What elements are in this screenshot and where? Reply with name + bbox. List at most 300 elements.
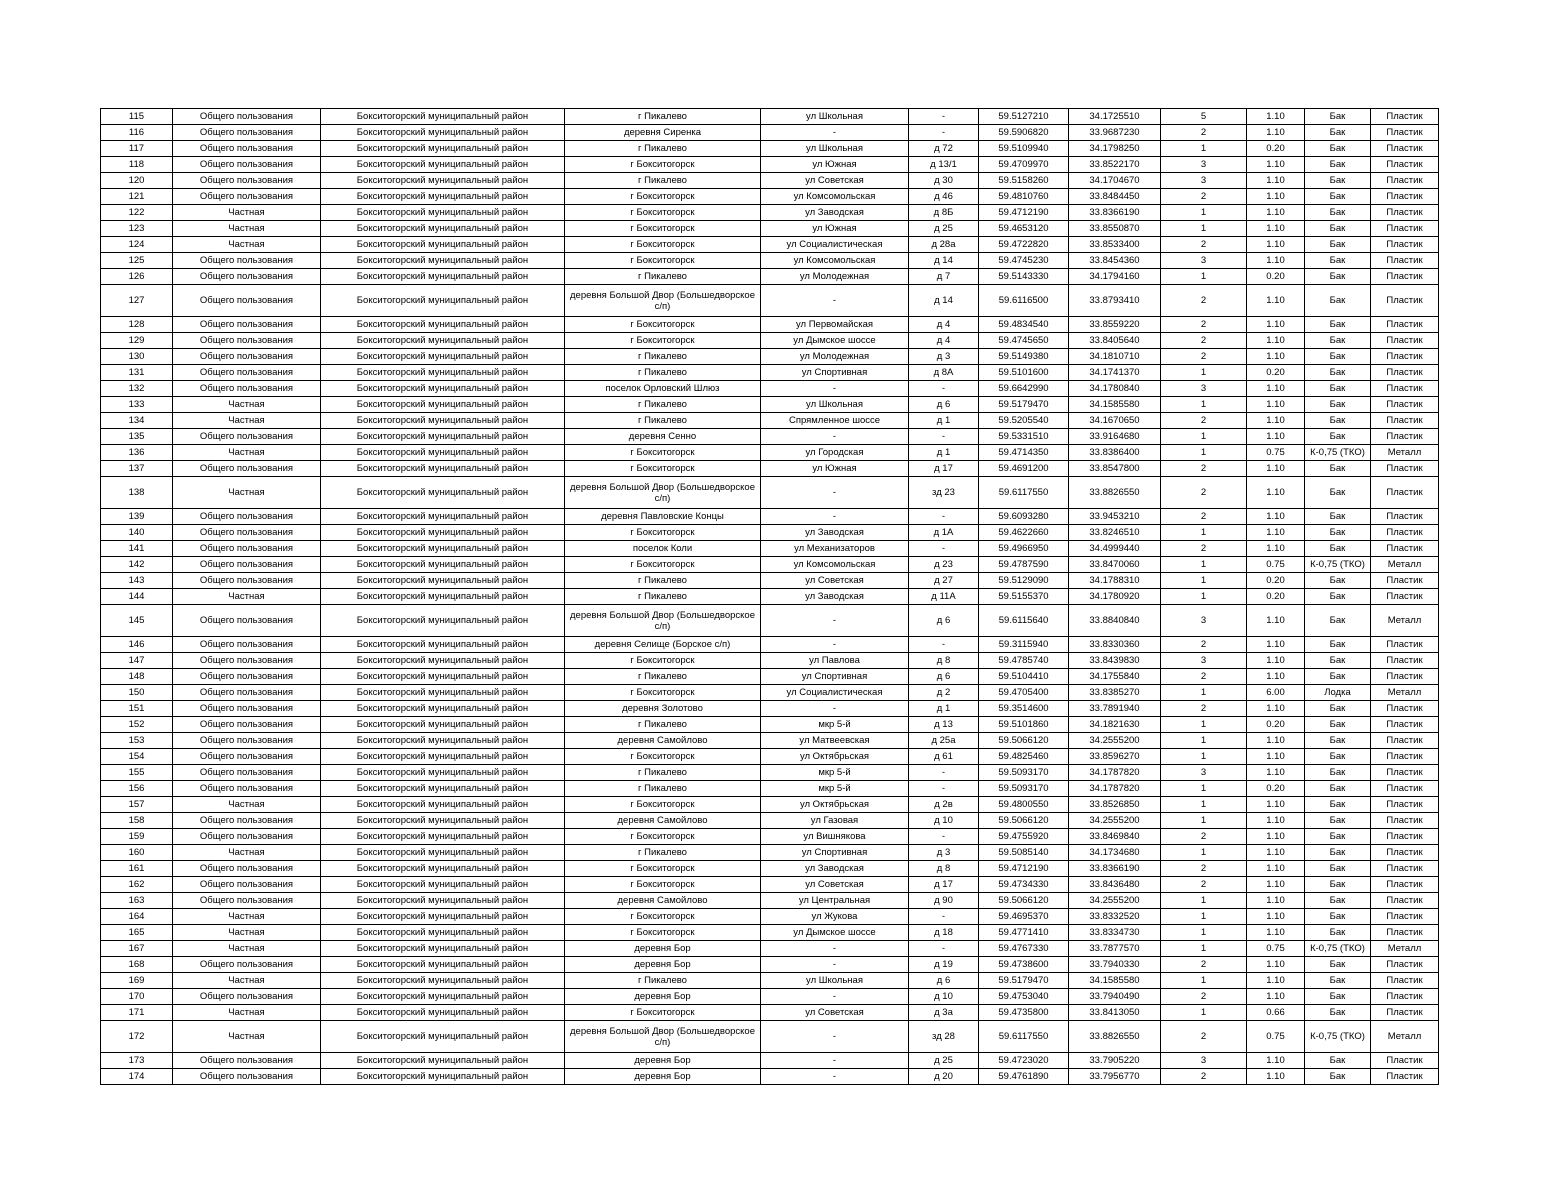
cell-material: Пластик (1371, 173, 1439, 189)
cell-row-number: 165 (101, 925, 173, 941)
cell-material: Пластик (1371, 1005, 1439, 1021)
cell-material: Пластик (1371, 205, 1439, 221)
cell-street: - (761, 1053, 909, 1069)
cell-volume: 1.10 (1247, 765, 1305, 781)
cell-longitude: 33.8332520 (1069, 909, 1161, 925)
table-row (101, 813, 1439, 829)
cell-longitude: 33.8436480 (1069, 877, 1161, 893)
cell-district: Бокситогорский муниципальный район (321, 909, 565, 925)
cell-container-count: 3 (1161, 253, 1247, 269)
cell-house: - (909, 125, 979, 141)
cell-house: д 8А (909, 365, 979, 381)
cell-row-number: 152 (101, 717, 173, 733)
cell-district: Бокситогорский муниципальный район (321, 1021, 565, 1053)
cell-settlement: г Бокситогорск (565, 253, 761, 269)
cell-district: Бокситогорский муниципальный район (321, 253, 565, 269)
cell-district: Бокситогорский муниципальный район (321, 973, 565, 989)
cell-volume: 1.10 (1247, 1069, 1305, 1085)
cell-street: - (761, 605, 909, 637)
cell-house: д 6 (909, 605, 979, 637)
cell-container-type: Бак (1305, 477, 1371, 509)
cell-street: - (761, 989, 909, 1005)
cell-district: Бокситогорский муниципальный район (321, 525, 565, 541)
cell-latitude: 59.5109940 (979, 141, 1069, 157)
cell-material: Пластик (1371, 797, 1439, 813)
cell-house: - (909, 909, 979, 925)
cell-street: ул Советская (761, 173, 909, 189)
cell-house: д 17 (909, 877, 979, 893)
cell-material: Пластик (1371, 365, 1439, 381)
cell-latitude: 59.5093170 (979, 765, 1069, 781)
cell-container-count: 2 (1161, 285, 1247, 317)
table-row (101, 845, 1439, 861)
cell-longitude: 34.1780920 (1069, 589, 1161, 605)
cell-container-type: Бак (1305, 813, 1371, 829)
cell-ownership-type: Общего пользования (173, 541, 321, 557)
cell-latitude: 59.4810760 (979, 189, 1069, 205)
cell-container-type: Бак (1305, 605, 1371, 637)
cell-material: Металл (1371, 685, 1439, 701)
cell-ownership-type: Общего пользования (173, 253, 321, 269)
cell-ownership-type: Общего пользования (173, 669, 321, 685)
cell-latitude: 59.4771410 (979, 925, 1069, 941)
cell-street: мкр 5-й (761, 717, 909, 733)
cell-volume: 1.10 (1247, 733, 1305, 749)
cell-house: д 7 (909, 269, 979, 285)
cell-longitude: 34.4999440 (1069, 541, 1161, 557)
cell-house: д 6 (909, 973, 979, 989)
cell-row-number: 145 (101, 605, 173, 637)
cell-longitude: 33.8793410 (1069, 285, 1161, 317)
table-row (101, 685, 1439, 701)
cell-container-count: 2 (1161, 957, 1247, 973)
cell-container-type: Бак (1305, 381, 1371, 397)
cell-house: - (909, 765, 979, 781)
cell-latitude: 59.6093280 (979, 509, 1069, 525)
cell-district: Бокситогорский муниципальный район (321, 669, 565, 685)
cell-street: - (761, 381, 909, 397)
cell-latitude: 59.4712190 (979, 205, 1069, 221)
cell-longitude: 33.7905220 (1069, 1053, 1161, 1069)
cell-settlement: г Пикалево (565, 765, 761, 781)
cell-longitude: 34.2555200 (1069, 893, 1161, 909)
cell-longitude: 33.8470060 (1069, 557, 1161, 573)
cell-street: - (761, 941, 909, 957)
cell-row-number: 170 (101, 989, 173, 1005)
cell-settlement: г Бокситогорск (565, 909, 761, 925)
cell-material: Пластик (1371, 765, 1439, 781)
table-row (101, 605, 1439, 637)
cell-container-type: Бак (1305, 573, 1371, 589)
cell-container-count: 2 (1161, 509, 1247, 525)
cell-latitude: 59.5104410 (979, 669, 1069, 685)
cell-volume: 0.75 (1247, 445, 1305, 461)
cell-district: Бокситогорский муниципальный район (321, 381, 565, 397)
cell-ownership-type: Общего пользования (173, 461, 321, 477)
table-row (101, 141, 1439, 157)
table-row (101, 157, 1439, 173)
table-row (101, 125, 1439, 141)
cell-street: ул Спортивная (761, 845, 909, 861)
cell-volume: 0.75 (1247, 1021, 1305, 1053)
table-row (101, 173, 1439, 189)
cell-volume: 1.10 (1247, 333, 1305, 349)
cell-material: Пластик (1371, 845, 1439, 861)
cell-material: Пластик (1371, 413, 1439, 429)
table-row (101, 877, 1439, 893)
cell-container-count: 2 (1161, 541, 1247, 557)
cell-container-count: 1 (1161, 909, 1247, 925)
cell-house: д 13 (909, 717, 979, 733)
cell-longitude: 33.8547800 (1069, 461, 1161, 477)
cell-street: ул Комсомольская (761, 189, 909, 205)
table-row (101, 893, 1439, 909)
cell-house: - (909, 429, 979, 445)
cell-latitude: 59.5101860 (979, 717, 1069, 733)
cell-container-count: 1 (1161, 397, 1247, 413)
cell-longitude: 33.9453210 (1069, 509, 1161, 525)
cell-material: Металл (1371, 605, 1439, 637)
table-row (101, 1005, 1439, 1021)
cell-container-type: Бак (1305, 701, 1371, 717)
cell-settlement: поселок Орловский Шлюз (565, 381, 761, 397)
cell-container-type: Бак (1305, 205, 1371, 221)
cell-ownership-type: Общего пользования (173, 141, 321, 157)
cell-ownership-type: Частная (173, 925, 321, 941)
cell-street: - (761, 701, 909, 717)
cell-street: ул Октябрьская (761, 749, 909, 765)
cell-latitude: 59.3514600 (979, 701, 1069, 717)
cell-house: д 25а (909, 733, 979, 749)
cell-house: д 10 (909, 989, 979, 1005)
cell-latitude: 59.4787590 (979, 557, 1069, 573)
cell-ownership-type: Частная (173, 797, 321, 813)
cell-street: ул Молодежная (761, 269, 909, 285)
cell-container-count: 1 (1161, 221, 1247, 237)
table-row (101, 973, 1439, 989)
cell-settlement: г Пикалево (565, 173, 761, 189)
cell-longitude: 33.8334730 (1069, 925, 1161, 941)
cell-material: Пластик (1371, 253, 1439, 269)
table-row (101, 461, 1439, 477)
cell-latitude: 59.4705400 (979, 685, 1069, 701)
cell-volume: 0.20 (1247, 141, 1305, 157)
cell-container-count: 1 (1161, 573, 1247, 589)
cell-house: д 14 (909, 285, 979, 317)
cell-latitude: 59.4738600 (979, 957, 1069, 973)
cell-street: - (761, 509, 909, 525)
table-row (101, 397, 1439, 413)
cell-container-type: Бак (1305, 173, 1371, 189)
cell-latitude: 59.6642990 (979, 381, 1069, 397)
cell-settlement: г Бокситогорск (565, 797, 761, 813)
cell-street: ул Социалистическая (761, 685, 909, 701)
cell-row-number: 162 (101, 877, 173, 893)
cell-container-type: Бак (1305, 989, 1371, 1005)
cell-longitude: 33.8826550 (1069, 477, 1161, 509)
cell-volume: 1.10 (1247, 509, 1305, 525)
cell-longitude: 34.1787820 (1069, 781, 1161, 797)
cell-longitude: 33.8550870 (1069, 221, 1161, 237)
cell-volume: 0.20 (1247, 365, 1305, 381)
cell-district: Бокситогорский муниципальный район (321, 829, 565, 845)
cell-latitude: 59.5205540 (979, 413, 1069, 429)
cell-container-count: 1 (1161, 797, 1247, 813)
cell-longitude: 34.1787820 (1069, 765, 1161, 781)
cell-material: Пластик (1371, 157, 1439, 173)
cell-container-type: Бак (1305, 221, 1371, 237)
cell-street: ул Заводская (761, 525, 909, 541)
cell-longitude: 33.8526850 (1069, 797, 1161, 813)
cell-row-number: 134 (101, 413, 173, 429)
cell-row-number: 155 (101, 765, 173, 781)
cell-ownership-type: Общего пользования (173, 317, 321, 333)
cell-container-count: 3 (1161, 157, 1247, 173)
cell-volume: 1.10 (1247, 701, 1305, 717)
cell-longitude: 33.8840840 (1069, 605, 1161, 637)
cell-volume: 1.10 (1247, 173, 1305, 189)
table-row (101, 701, 1439, 717)
cell-row-number: 146 (101, 637, 173, 653)
cell-street: ул Заводская (761, 589, 909, 605)
cell-longitude: 33.8439830 (1069, 653, 1161, 669)
cell-material: Пластик (1371, 989, 1439, 1005)
cell-material: Пластик (1371, 509, 1439, 525)
cell-district: Бокситогорский муниципальный район (321, 733, 565, 749)
cell-settlement: г Бокситогорск (565, 461, 761, 477)
cell-district: Бокситогорский муниципальный район (321, 765, 565, 781)
cell-row-number: 115 (101, 109, 173, 125)
cell-latitude: 59.5331510 (979, 429, 1069, 445)
cell-latitude: 59.5155370 (979, 589, 1069, 605)
cell-longitude: 33.7940330 (1069, 957, 1161, 973)
cell-street: ул Матвеевская (761, 733, 909, 749)
cell-material: Пластик (1371, 701, 1439, 717)
cell-container-count: 2 (1161, 701, 1247, 717)
cell-material: Пластик (1371, 925, 1439, 941)
table-row (101, 989, 1439, 1005)
cell-settlement: г Пикалево (565, 973, 761, 989)
cell-container-count: 1 (1161, 813, 1247, 829)
cell-ownership-type: Общего пользования (173, 893, 321, 909)
cell-street: ул Вишнякова (761, 829, 909, 845)
cell-house: д 8 (909, 653, 979, 669)
table-row (101, 109, 1439, 125)
cell-district: Бокситогорский муниципальный район (321, 333, 565, 349)
cell-district: Бокситогорский муниципальный район (321, 781, 565, 797)
cell-house: д 30 (909, 173, 979, 189)
cell-settlement: деревня Бор (565, 941, 761, 957)
cell-latitude: 59.5179470 (979, 397, 1069, 413)
cell-longitude: 33.7891940 (1069, 701, 1161, 717)
cell-settlement: деревня Большой Двор (Большедворское с/п) (565, 285, 761, 317)
cell-container-type: Бак (1305, 797, 1371, 813)
cell-row-number: 157 (101, 797, 173, 813)
cell-row-number: 160 (101, 845, 173, 861)
cell-latitude: 59.5129090 (979, 573, 1069, 589)
cell-latitude: 59.4785740 (979, 653, 1069, 669)
cell-container-type: Бак (1305, 893, 1371, 909)
cell-material: Пластик (1371, 861, 1439, 877)
cell-street: ул Южная (761, 461, 909, 477)
cell-settlement: г Бокситогорск (565, 685, 761, 701)
cell-settlement: деревня Бор (565, 957, 761, 973)
cell-container-count: 1 (1161, 749, 1247, 765)
cell-row-number: 151 (101, 701, 173, 717)
cell-street: ул Школьная (761, 109, 909, 125)
cell-volume: 1.10 (1247, 957, 1305, 973)
cell-settlement: г Пикалево (565, 349, 761, 365)
cell-settlement: г Бокситогорск (565, 157, 761, 173)
cell-volume: 1.10 (1247, 925, 1305, 941)
table-row (101, 509, 1439, 525)
cell-house: д 3 (909, 349, 979, 365)
cell-latitude: 59.5066120 (979, 893, 1069, 909)
cell-street: - (761, 637, 909, 653)
cell-house: д 6 (909, 397, 979, 413)
table-row (101, 637, 1439, 653)
cell-ownership-type: Общего пользования (173, 605, 321, 637)
cell-settlement: г Бокситогорск (565, 877, 761, 893)
cell-street: - (761, 285, 909, 317)
cell-district: Бокситогорский муниципальный район (321, 653, 565, 669)
cell-house: д 8Б (909, 205, 979, 221)
cell-ownership-type: Частная (173, 589, 321, 605)
table-row (101, 525, 1439, 541)
cell-street: ул Комсомольская (761, 253, 909, 269)
cell-row-number: 139 (101, 509, 173, 525)
cell-ownership-type: Общего пользования (173, 1069, 321, 1085)
cell-row-number: 122 (101, 205, 173, 221)
cell-row-number: 123 (101, 221, 173, 237)
cell-container-type: Бак (1305, 861, 1371, 877)
cell-settlement: деревня Бор (565, 1053, 761, 1069)
cell-row-number: 124 (101, 237, 173, 253)
cell-container-count: 1 (1161, 525, 1247, 541)
cell-house: д 3а (909, 1005, 979, 1021)
cell-district: Бокситогорский муниципальный район (321, 509, 565, 525)
cell-latitude: 59.4709970 (979, 157, 1069, 173)
cell-house: д 13/1 (909, 157, 979, 173)
cell-settlement: деревня Большой Двор (Большедворское с/п) (565, 477, 761, 509)
cell-ownership-type: Общего пользования (173, 781, 321, 797)
cell-container-count: 2 (1161, 829, 1247, 845)
cell-house: д 17 (909, 461, 979, 477)
cell-house: д 2в (909, 797, 979, 813)
cell-longitude: 33.8596270 (1069, 749, 1161, 765)
cell-row-number: 174 (101, 1069, 173, 1085)
cell-latitude: 59.4734330 (979, 877, 1069, 893)
cell-district: Бокситогорский муниципальный район (321, 989, 565, 1005)
cell-material: Пластик (1371, 525, 1439, 541)
cell-container-count: 1 (1161, 941, 1247, 957)
cell-district: Бокситогорский муниципальный район (321, 157, 565, 173)
cell-volume: 1.10 (1247, 973, 1305, 989)
cell-row-number: 172 (101, 1021, 173, 1053)
cell-ownership-type: Общего пользования (173, 861, 321, 877)
cell-container-type: Бак (1305, 237, 1371, 253)
cell-ownership-type: Общего пользования (173, 989, 321, 1005)
cell-container-type: Бак (1305, 829, 1371, 845)
cell-latitude: 59.4622660 (979, 525, 1069, 541)
cell-material: Пластик (1371, 381, 1439, 397)
cell-row-number: 118 (101, 157, 173, 173)
cell-street: ул Комсомольская (761, 557, 909, 573)
cell-volume: 0.20 (1247, 781, 1305, 797)
cell-row-number: 138 (101, 477, 173, 509)
cell-longitude: 34.1704670 (1069, 173, 1161, 189)
table-row (101, 413, 1439, 429)
cell-street: Спрямленное шоссе (761, 413, 909, 429)
cell-volume: 1.10 (1247, 845, 1305, 861)
cell-street: ул Южная (761, 221, 909, 237)
cell-container-count: 1 (1161, 365, 1247, 381)
cell-container-type: Бак (1305, 637, 1371, 653)
cell-material: Пластик (1371, 285, 1439, 317)
cell-container-count: 2 (1161, 461, 1247, 477)
cell-district: Бокситогорский муниципальный район (321, 269, 565, 285)
cell-row-number: 131 (101, 365, 173, 381)
cell-longitude: 33.8385270 (1069, 685, 1161, 701)
cell-container-type: К-0,75 (ТКО) (1305, 557, 1371, 573)
cell-latitude: 59.6116500 (979, 285, 1069, 317)
cell-material: Пластик (1371, 1069, 1439, 1085)
cell-settlement: деревня Самойлово (565, 733, 761, 749)
cell-settlement: г Бокситогорск (565, 237, 761, 253)
cell-street: ул Заводская (761, 861, 909, 877)
cell-latitude: 59.6117550 (979, 477, 1069, 509)
cell-district: Бокситогорский муниципальный район (321, 877, 565, 893)
cell-latitude: 59.4653120 (979, 221, 1069, 237)
cell-ownership-type: Общего пользования (173, 349, 321, 365)
cell-settlement: г Пикалево (565, 397, 761, 413)
cell-volume: 1.10 (1247, 813, 1305, 829)
cell-district: Бокситогорский муниципальный район (321, 413, 565, 429)
cell-container-type: Бак (1305, 397, 1371, 413)
cell-longitude: 34.1734680 (1069, 845, 1161, 861)
cell-street: мкр 5-й (761, 765, 909, 781)
table-body (101, 109, 1439, 1085)
table-row (101, 957, 1439, 973)
cell-row-number: 136 (101, 445, 173, 461)
cell-district: Бокситогорский муниципальный район (321, 173, 565, 189)
cell-longitude: 34.1670650 (1069, 413, 1161, 429)
cell-container-type: Бак (1305, 1053, 1371, 1069)
cell-longitude: 34.1821630 (1069, 717, 1161, 733)
cell-container-type: Бак (1305, 669, 1371, 685)
table-row (101, 557, 1439, 573)
cell-latitude: 59.4966950 (979, 541, 1069, 557)
cell-house: д 3 (909, 845, 979, 861)
cell-volume: 1.10 (1247, 605, 1305, 637)
cell-container-type: Бак (1305, 733, 1371, 749)
cell-container-type: Бак (1305, 973, 1371, 989)
cell-row-number: 125 (101, 253, 173, 269)
cell-volume: 1.10 (1247, 381, 1305, 397)
cell-container-type: Бак (1305, 349, 1371, 365)
cell-street: ул Спортивная (761, 669, 909, 685)
cell-volume: 1.10 (1247, 189, 1305, 205)
cell-row-number: 127 (101, 285, 173, 317)
cell-longitude: 33.9164680 (1069, 429, 1161, 445)
cell-district: Бокситогорский муниципальный район (321, 893, 565, 909)
cell-material: Металл (1371, 941, 1439, 957)
cell-row-number: 142 (101, 557, 173, 573)
cell-house: д 4 (909, 317, 979, 333)
cell-container-count: 3 (1161, 653, 1247, 669)
cell-house: д 72 (909, 141, 979, 157)
cell-house: зд 28 (909, 1021, 979, 1053)
